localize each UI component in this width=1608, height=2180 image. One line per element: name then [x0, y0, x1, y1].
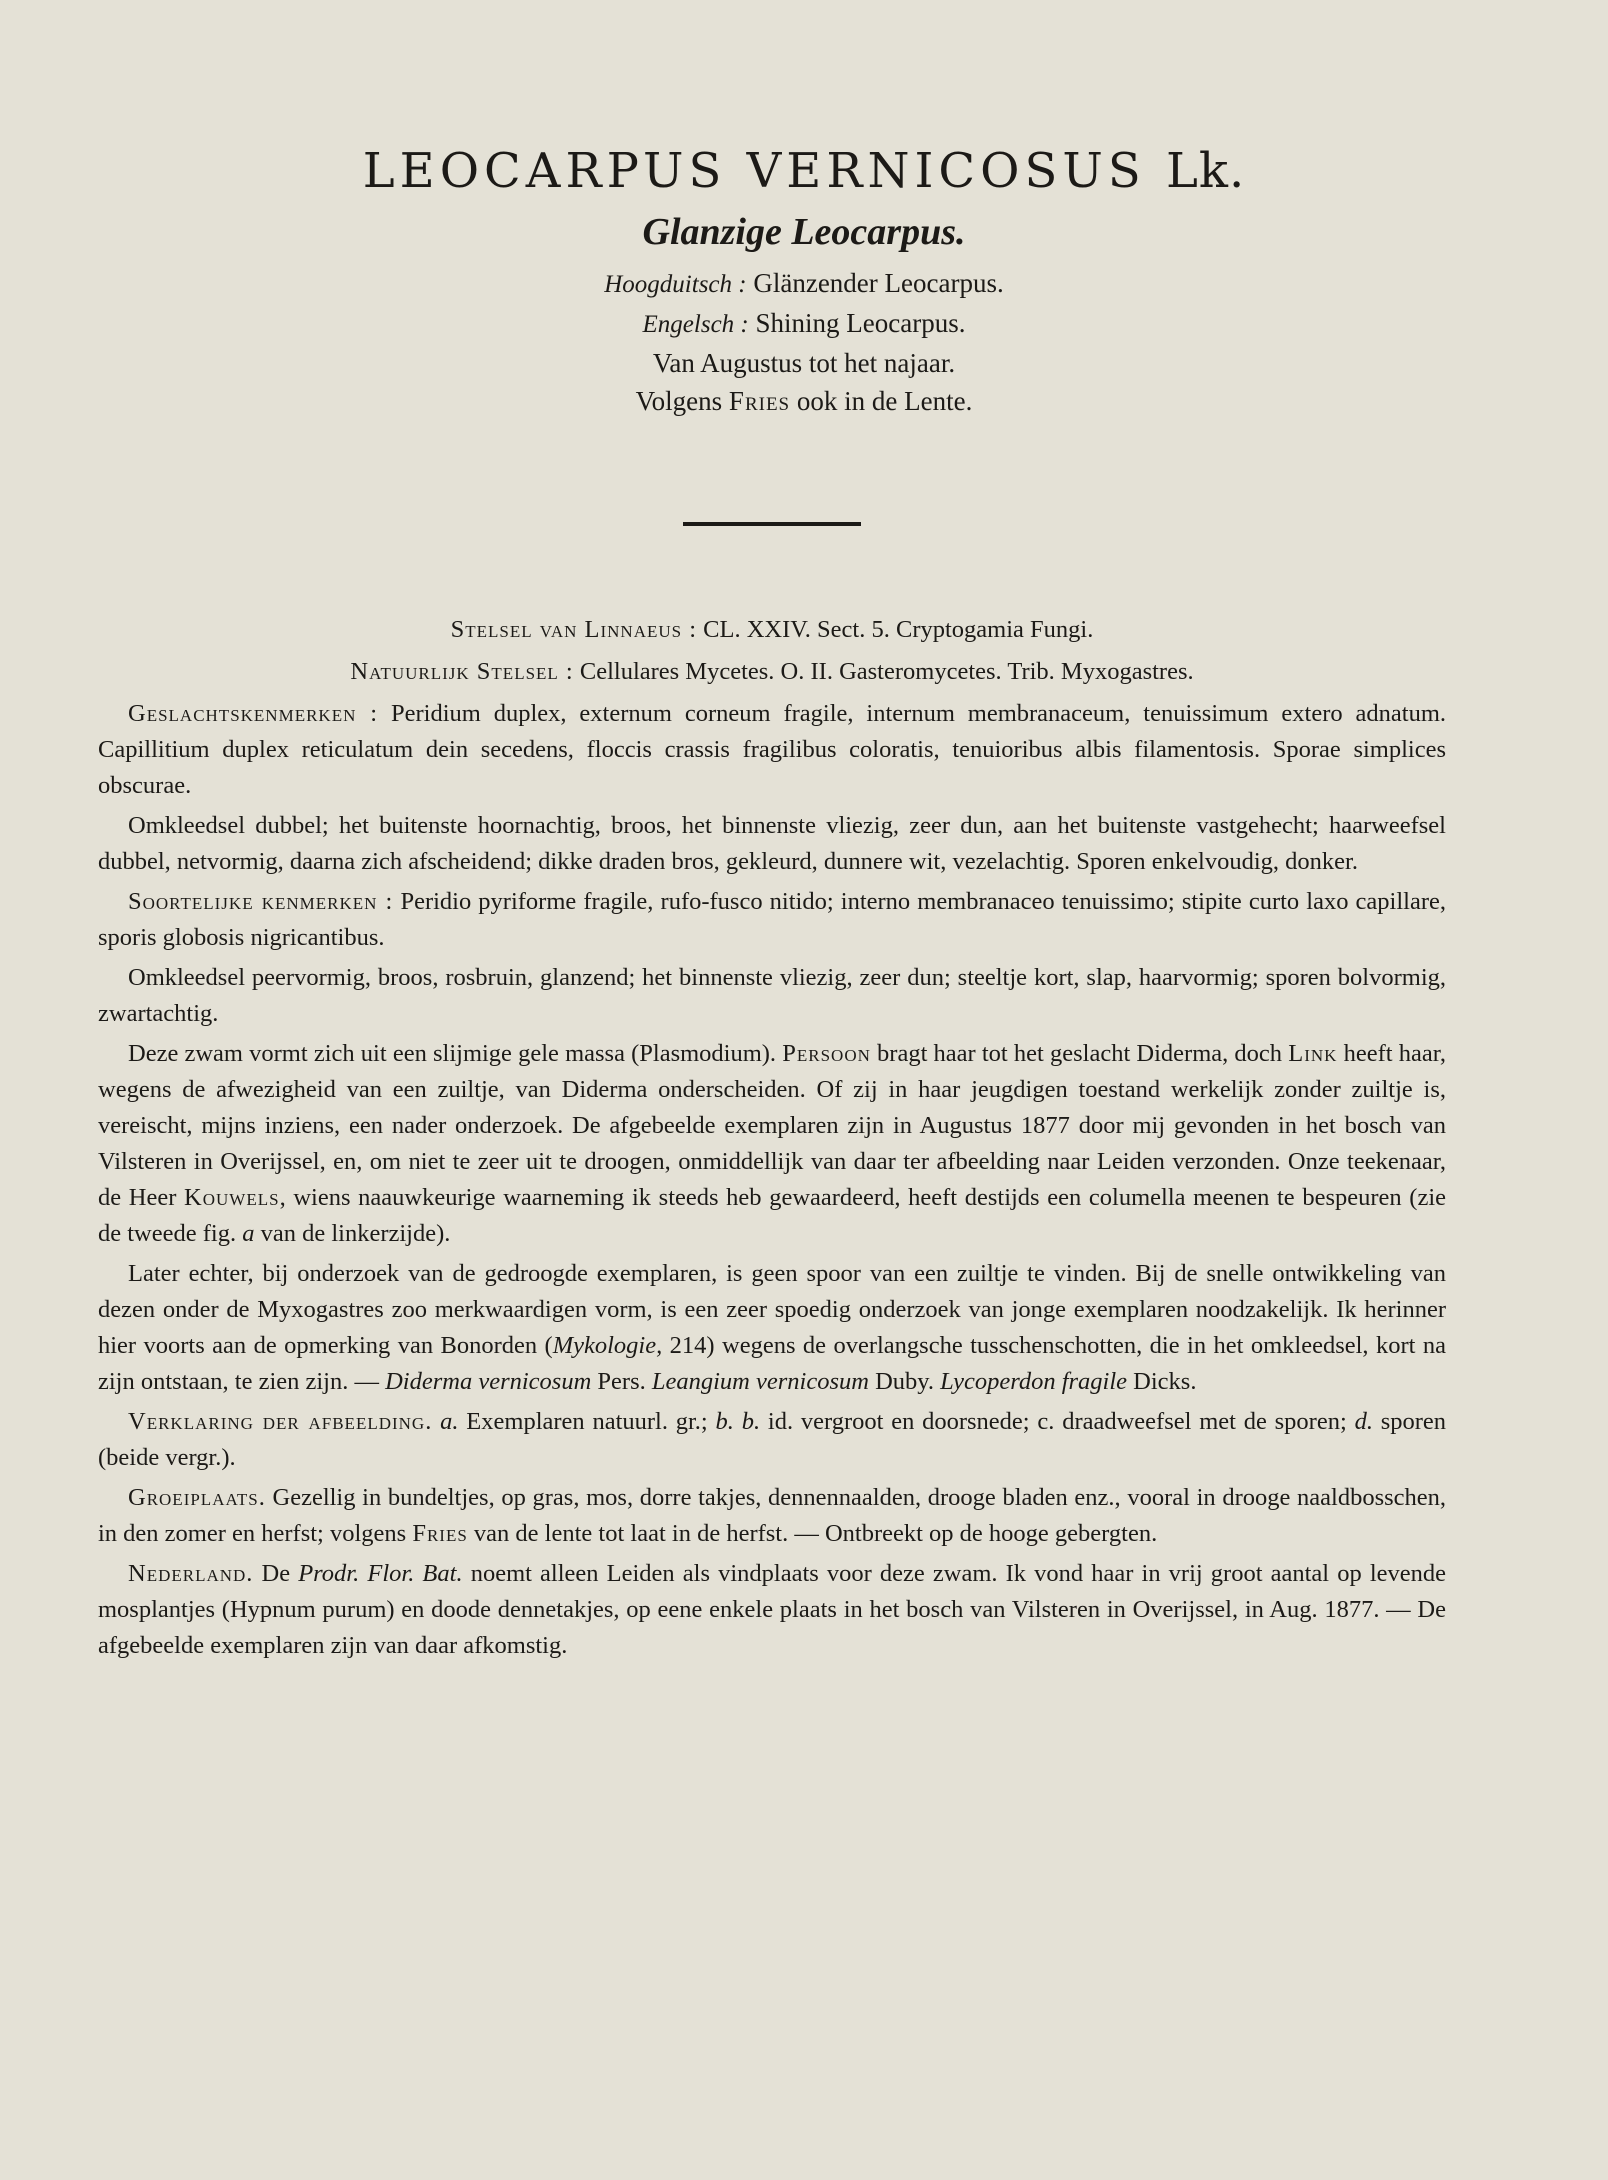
german-name-line: [0, 264, 1608, 304]
section-divider: [683, 522, 861, 526]
species-characteristics: Soortelijke kenmerken : Peridio pyriforme fragile, rufo-fusco nitido; interno membranaceo tenuissimo; stipite curto laxo capillare, sporis globosis nigricantibus.: [98, 888, 1446, 951]
linnaeus-system: Stelsel van Linnaeus : CL. XXIV. Sect. 5. Cryptogamia Fungi.: [450, 616, 1094, 643]
body-text: [98, 612, 1446, 1668]
author-fries: Fries: [728, 386, 791, 416]
author-kouwels: Kouwels: [184, 1184, 280, 1211]
genus-characteristics: Geslachtskenmerken : Peridium duplex, externum corneum fragile, internum membranaceum, tenuissimum extero adnatum. Capillitium duplex reticulatum dein secedens, floccis crassis fragilibus coloratis, tenuioribus albis filamentosis. Sporae simplices obscurae.: [98, 700, 1446, 799]
explanation-label: Verklaring der afbeelding.: [128, 1408, 433, 1435]
english-name-line: [0, 304, 1608, 344]
habitat-label: Groeiplaats.: [128, 1484, 266, 1511]
german-name: Glänzender Leocarpus.: [753, 268, 1004, 298]
author-persoon: Persoon: [782, 1040, 871, 1067]
prodr-ref: Prodr. Flor. Bat.: [298, 1560, 463, 1587]
figure-explanation: Verklaring der afbeelding. a. Exemplaren natuurl. gr.; b. b. id. vergroot en doorsnede; c. draadweefsel met de sporen; d. sporen (beide vergr.).: [98, 1408, 1447, 1471]
natural-system: Natuurlijk Stelsel : Cellulares Mycetes. O. II. Gasteromycetes. Trib. Myxogastres.: [350, 658, 1194, 685]
title-author: Lk.: [1166, 143, 1246, 199]
author-fries-habitat: Fries: [412, 1520, 468, 1547]
genus-label: Geslachtskenmerken :: [128, 700, 379, 727]
mykologie-ref: Mykologie,: [552, 1332, 663, 1359]
observation-paragraph: Later echter, bij onderzoek van de gedroogde exemplaren, is geen spoor van een zuiltje te vinden. Bij de snelle ontwikkeling van dezen onder de Myxogastres zoo merkwaardigen vorm, is een zeer spoedig onderzoek van jonge exemplaren noodzakelijk. Ik herinner hier voorts aan de opmerking van Bonorden (Mykologie, 214) wegens de overlangsche tusschenschotten, die in het omkleedsel, kort na zijn ontstaan, te zien zijn. — Diderma vernicosum Pers. Leangium vernicosum Duby. Lycoperdon fragile Dicks.: [98, 1260, 1446, 1395]
season-line: Van Augustus tot het najaar.: [652, 348, 956, 378]
netherlands-paragraph: Nederland. De Prodr. Flor. Bat. noemt alleen Leiden als vindplaats voor deze zwam. Ik vond haar in vrij groot aantal op levende mosplantjes (Hypnum purum) en doode dennetakjes, op eene enkele plaats in het bosch van Vilsteren in Overijssel, in Aug. 1877. — De afgebeelde exemplaren zijn van daar afkomstig.: [98, 1560, 1447, 1659]
author-link: Link: [1288, 1040, 1338, 1067]
genus-dutch: Omkleedsel dubbel; het buitenste hoornachtig, broos, het binnenste vliezig, zeer dun, aan het buitenste vastgehecht; haarweefsel dubbel, netvormig, daarna zich afscheidend; dikke draden bros, gekleurd, dunnere wit, vezelachtig. Sporen enkelvoudig, donker.: [98, 812, 1446, 875]
page-title: LEOCARPUS VERNICOSUS Lk.: [362, 143, 1246, 199]
linnaeus-label: Stelsel van Linnaeus :: [450, 616, 698, 643]
english-label: Engelsch :: [642, 311, 749, 338]
synonym-2: Leangium vernicosum: [651, 1368, 869, 1395]
species-dutch: Omkleedsel peervormig, broos, rosbruin, glanzend; het binnenste vliezig, zeer dun; steeltje kort, slap, haarvormig; sporen bolvormig, zwartachtig.: [98, 964, 1446, 1027]
german-label: Hoogduitsch :: [604, 271, 747, 298]
fig-a: a: [242, 1220, 255, 1247]
habitat-paragraph: Groeiplaats. Gezellig in bundeltjes, op gras, mos, dorre takjes, dennennaalden, drooge bladen enz., vooral in drooge naaldbosschen, in den zomer en herfst; volgens Fries van de lente tot laat in de herfst. — Ontbreekt op de hooge gebergten.: [98, 1484, 1447, 1547]
description-paragraph: Deze zwam vormt zich uit een slijmige gele massa (Plasmodium). Persoon bragt haar tot het geslacht Diderma, doch Link heeft haar, wegens de afwezigheid van een zuiltje, van Diderma onderscheiden. Of zij in haar jeugdigen toestand werkelijk zonder zuiltje is, vereischt, mijns inziens, een nader onderzoek. De afgebeelde exemplaren zijn in Augustus 1877 door mij gevonden in het bosch van Vilsteren in Overijssel, en, om niet te zeer uit te droogen, onmiddellijk van daar ter afbeelding naar Leiden verzonden. Onze teekenaar, de Heer Kouwels, wiens naauwkeurige waarneming ik steeds heb gewaardeerd, heeft destijds een columella meenen te bespeuren (zie de tweede fig. a van de linkerzijde).: [98, 1040, 1447, 1247]
netherlands-label: Nederland.: [128, 1560, 254, 1587]
page-header: [0, 140, 1608, 420]
fries-line: Volgens Fries ook in de Lente.: [635, 386, 973, 416]
english-name: Shining Leocarpus.: [755, 308, 966, 338]
synonym-1: Diderma vernicosum: [385, 1368, 592, 1395]
dutch-name: Glanzige Leocarpus.: [642, 211, 966, 253]
synonym-3: Lycoperdon fragile: [940, 1368, 1128, 1395]
species-label: Soortelijke kenmerken :: [128, 888, 394, 915]
natural-label: Natuurlijk Stelsel :: [350, 658, 574, 685]
